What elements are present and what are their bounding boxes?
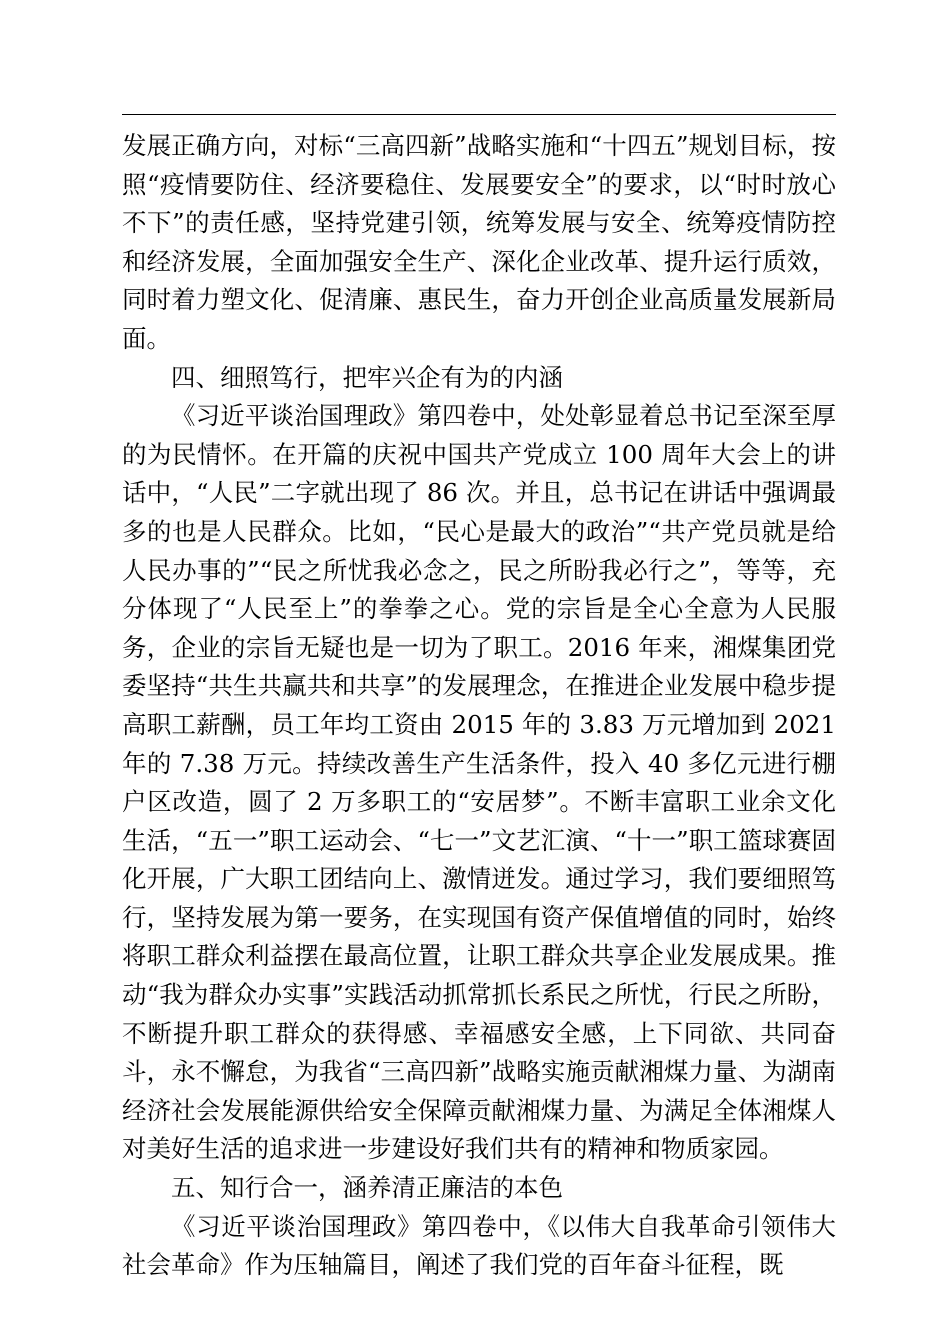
paragraph-continuation: 发展正确方向，对标“三高四新”战略实施和“十四五”规划目标，按照“疫情要防住、经济要稳住、发展要安全”的要求，以“时时放心不下”的责任感，坚持党建引领，统筹发展与安全、统筹疫情防控和经济发展，全面加强安全生产、深化企业改革、提升运行质效，同时着力塑文化、促清廉、惠民生，奋力开创企业高质量发展新局面。: [122, 131, 836, 353]
paragraph-people-centered: 《习近平谈治国理政》第四卷中，处处彰显着总书记至深至厚的为民情怀。在开篇的庆祝中国共产党成立 100 周年大会上的讲话中，“人民”二字就出现了 86 次。并且，总书记在讲话中强调最多的也是人民群众。比如，“民心是最大的政治”“共产党员就是给人民办事的”“民之所忧我必念之，民之所盼我必行之”，等等，充分体现了“人民至上”的拳拳之心。党的宗旨是全心全意为人民服务，企业的宗旨无疑也是一切为了职工。2016 年来，湘煤集团党委坚持“共生共赢共和共享”的发展理念，在推进企业发展中稳步提高职工薪酬，员工年均工资由 2015 年的 3.83 万元增加到 2021 年的 7.38 万元。持续改善生产生活条件，投入 40 多亿元进行棚户区改造，圆了 2 万多职工的“安居梦”。不断丰富职工业余文化生活，“五一”职工运动会、“七一”文艺汇演、“十一”职工篮球赛固化开展，广大职工团结向上、激情迸发。通过学习，我们要细照笃行，坚持发展为第一要务，在实现国有资产保值增值的同时，始终将职工群众利益摆在最高位置，让职工群众共享企业发展成果。推动“我为群众办实事”实践活动抓常抓长系民之所忧，行民之所盼，不断提升职工群众的获得感、幸福感安全感，上下同欲、共同奋斗，永不懈怠，为我省“三高四新”战略实施贡献湘煤力量、为湖南经济社会发展能源供给安全保障贡献湘煤力量、为满足全体湘煤人对美好生活的追求进一步建设好我们共有的精神和物质家园。: [122, 401, 836, 1164]
document-body: [122, 127, 836, 1285]
header-rule: [122, 114, 836, 115]
section-heading-four: 四、细照笃行，把牢兴企有为的内涵: [171, 362, 563, 392]
section-heading-five: 五、知行合一，涵养清正廉洁的本色: [171, 1173, 563, 1203]
paragraph-self-revolution: 《习近平谈治国理政》第四卷中，《以伟大自我革命引领伟大社会革命》作为压轴篇目，阐述了我们党的百年奋斗征程，既: [122, 1211, 836, 1280]
